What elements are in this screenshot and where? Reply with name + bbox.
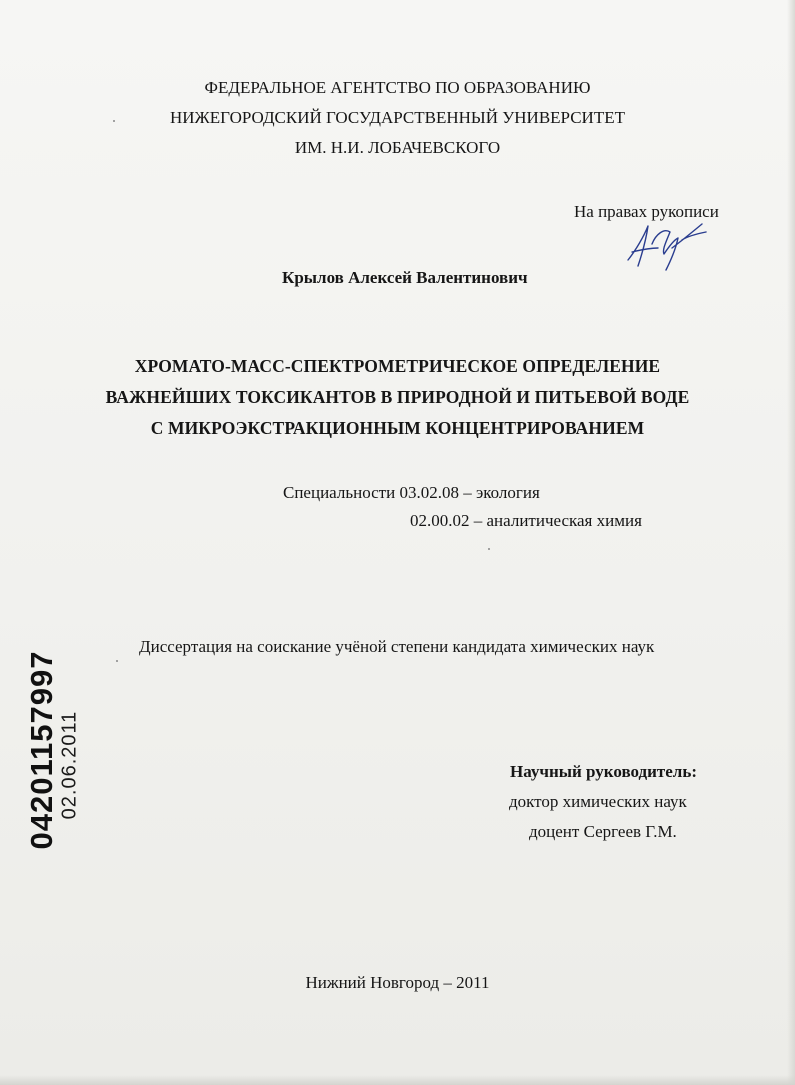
header-line-2: НИЖЕГОРОДСКИЙ ГОСУДАРСТВЕННЫЙ УНИВЕРСИТЕТ <box>170 108 625 127</box>
scan-speck <box>113 120 115 122</box>
scan-speck <box>116 660 118 662</box>
scan-speck <box>488 548 490 550</box>
supervisor-degree: доктор химических наук <box>509 792 687 811</box>
manuscript-note: На правах рукописи <box>574 202 719 221</box>
author-name: Крылов Алексей Валентинович <box>282 268 528 287</box>
scan-edge-right <box>787 0 795 1085</box>
scan-edge-bottom <box>0 1075 795 1085</box>
signature-icon <box>622 214 712 284</box>
title-line-2: ВАЖНЕЙШИХ ТОКСИКАНТОВ В ПРИРОДНОЙ И ПИТЬЕВОЙ ВОДЕ <box>105 387 690 407</box>
title-line-3: С МИКРОЭКСТРАКЦИОННЫМ КОНЦЕНТРИРОВАНИЕМ <box>150 418 645 438</box>
specialty-line-2: 02.00.02 – аналитическая химия <box>410 511 642 530</box>
header-line-3: ИМ. Н.И. ЛОБАЧЕВСКОГО <box>294 138 501 157</box>
supervisor-heading: Научный руководитель: <box>510 762 697 781</box>
specialty-line-1: Специальности 03.02.08 – экология <box>283 483 540 502</box>
stamp-date: 02.06.2011 <box>58 710 81 820</box>
dissertation-degree: Диссертация на соискание учёной степени кандидата химических наук <box>139 637 655 656</box>
footer-city-year: Нижний Новгород – 2011 <box>305 973 490 992</box>
header-line-1: ФЕДЕРАЛЬНОЕ АГЕНТСТВО ПО ОБРАЗОВАНИЮ <box>204 78 591 97</box>
stamp-number: 04201157997 <box>24 650 59 850</box>
supervisor-name: доцент Сергеев Г.М. <box>529 822 677 841</box>
title-line-1: ХРОМАТО-МАСС-СПЕКТРОМЕТРИЧЕСКОЕ ОПРЕДЕЛЕНИЕ <box>134 356 661 376</box>
